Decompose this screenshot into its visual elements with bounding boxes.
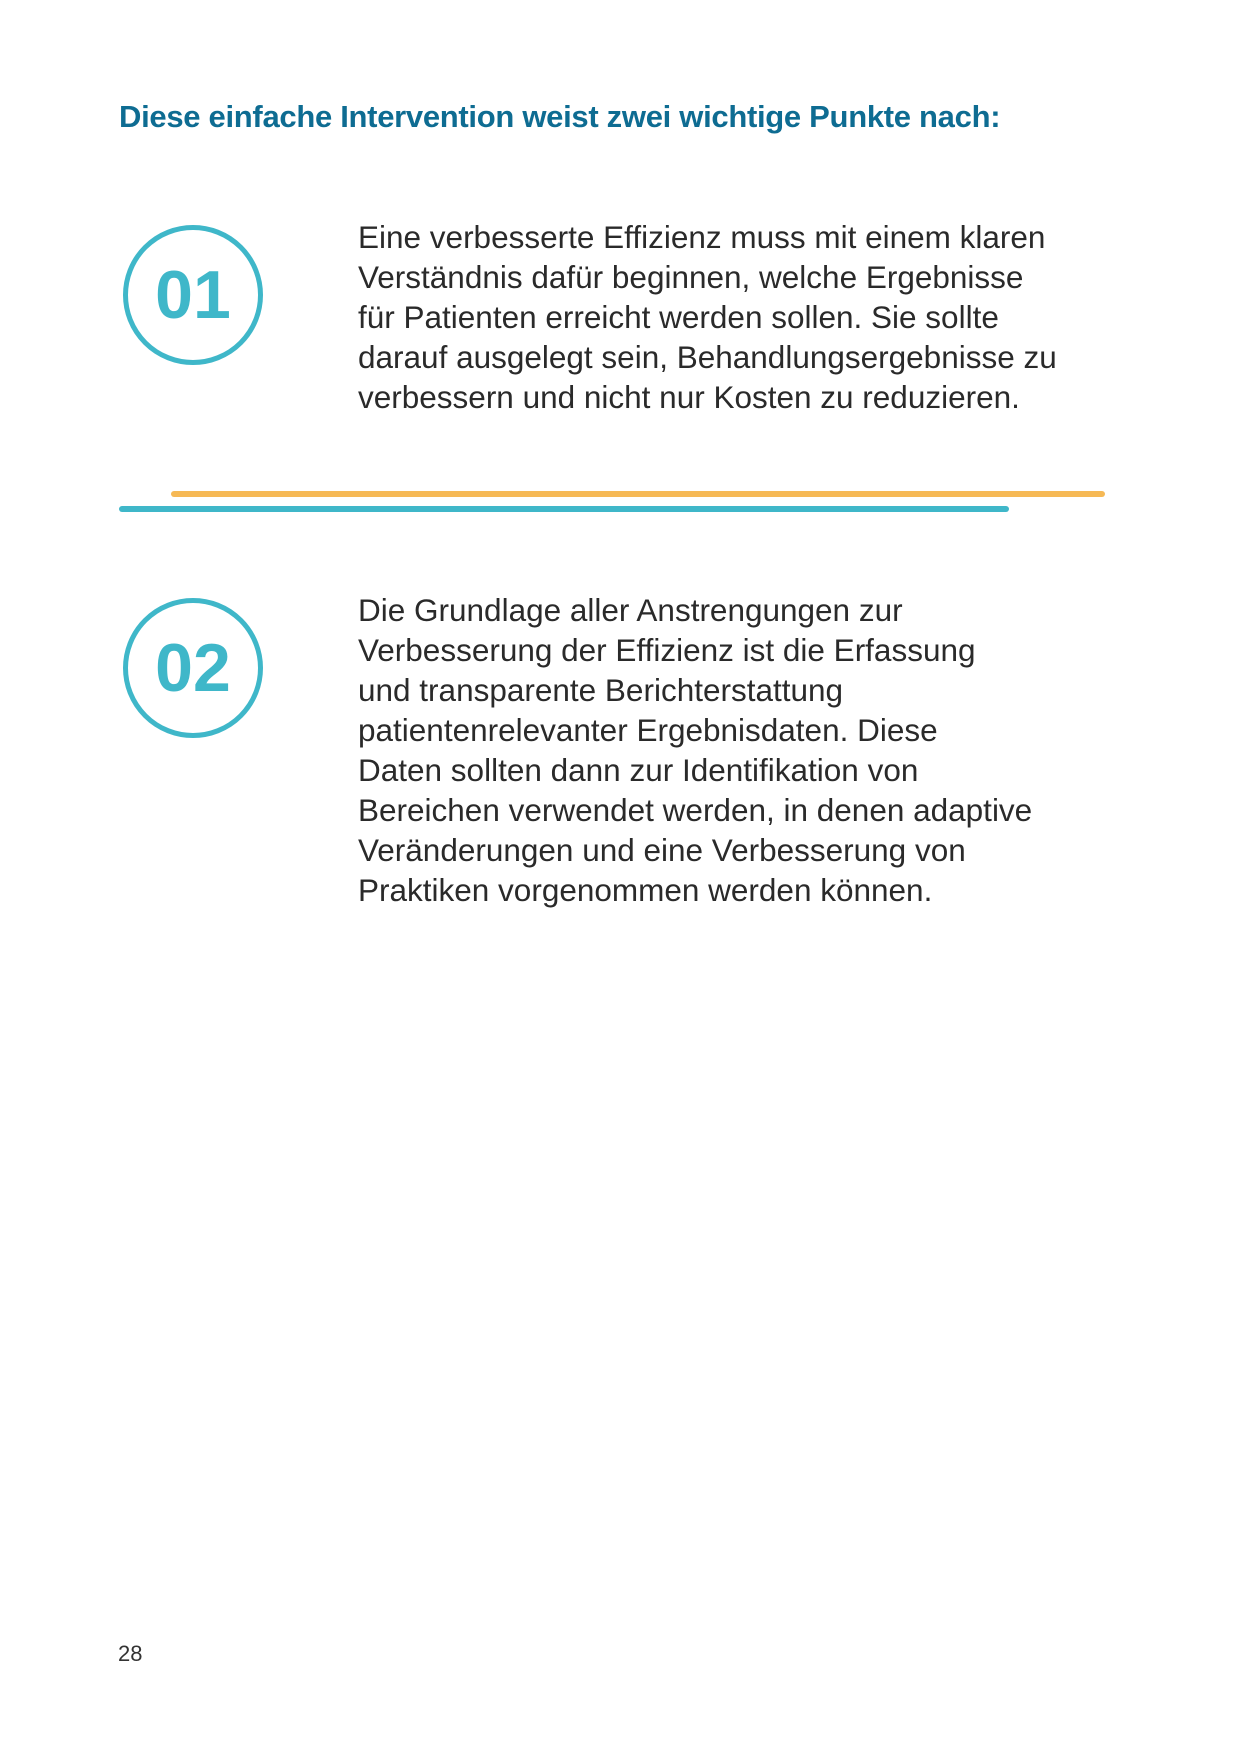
point-text: Die Grundlage aller Anstrengungen zur Verbesserung der Effizienz ist die Erfassung und transparente Berichterstattung patientenrelevanter Ergebnisdaten. Diese Daten sollten dann zur Identifikation von Bereichen verwendet werden, in denen adaptive Veränderungen und eine Verbesserung von Praktiken vorgenommen werden können. [358, 592, 1033, 908]
point-number: 01 [155, 257, 231, 333]
point-number: 02 [155, 630, 231, 706]
point-number-badge [123, 598, 263, 738]
point-text: Eine verbesserte Effizienz muss mit einem klaren Verständnis dafür beginnen, welche Ergebnisse für Patienten erreicht werden sollen. Sie sollte darauf ausgelegt sein, Behandlungsergebnisse zu verbessern und nicht nur Kosten zu reduzieren. [358, 219, 1057, 415]
point-number-badge [123, 225, 263, 365]
page-heading: Diese einfache Intervention weist zwei wichtige Punkte nach: [119, 99, 1001, 134]
divider-teal [119, 506, 1009, 512]
page-number: 28 [118, 1641, 143, 1666]
divider-yellow [171, 491, 1105, 497]
